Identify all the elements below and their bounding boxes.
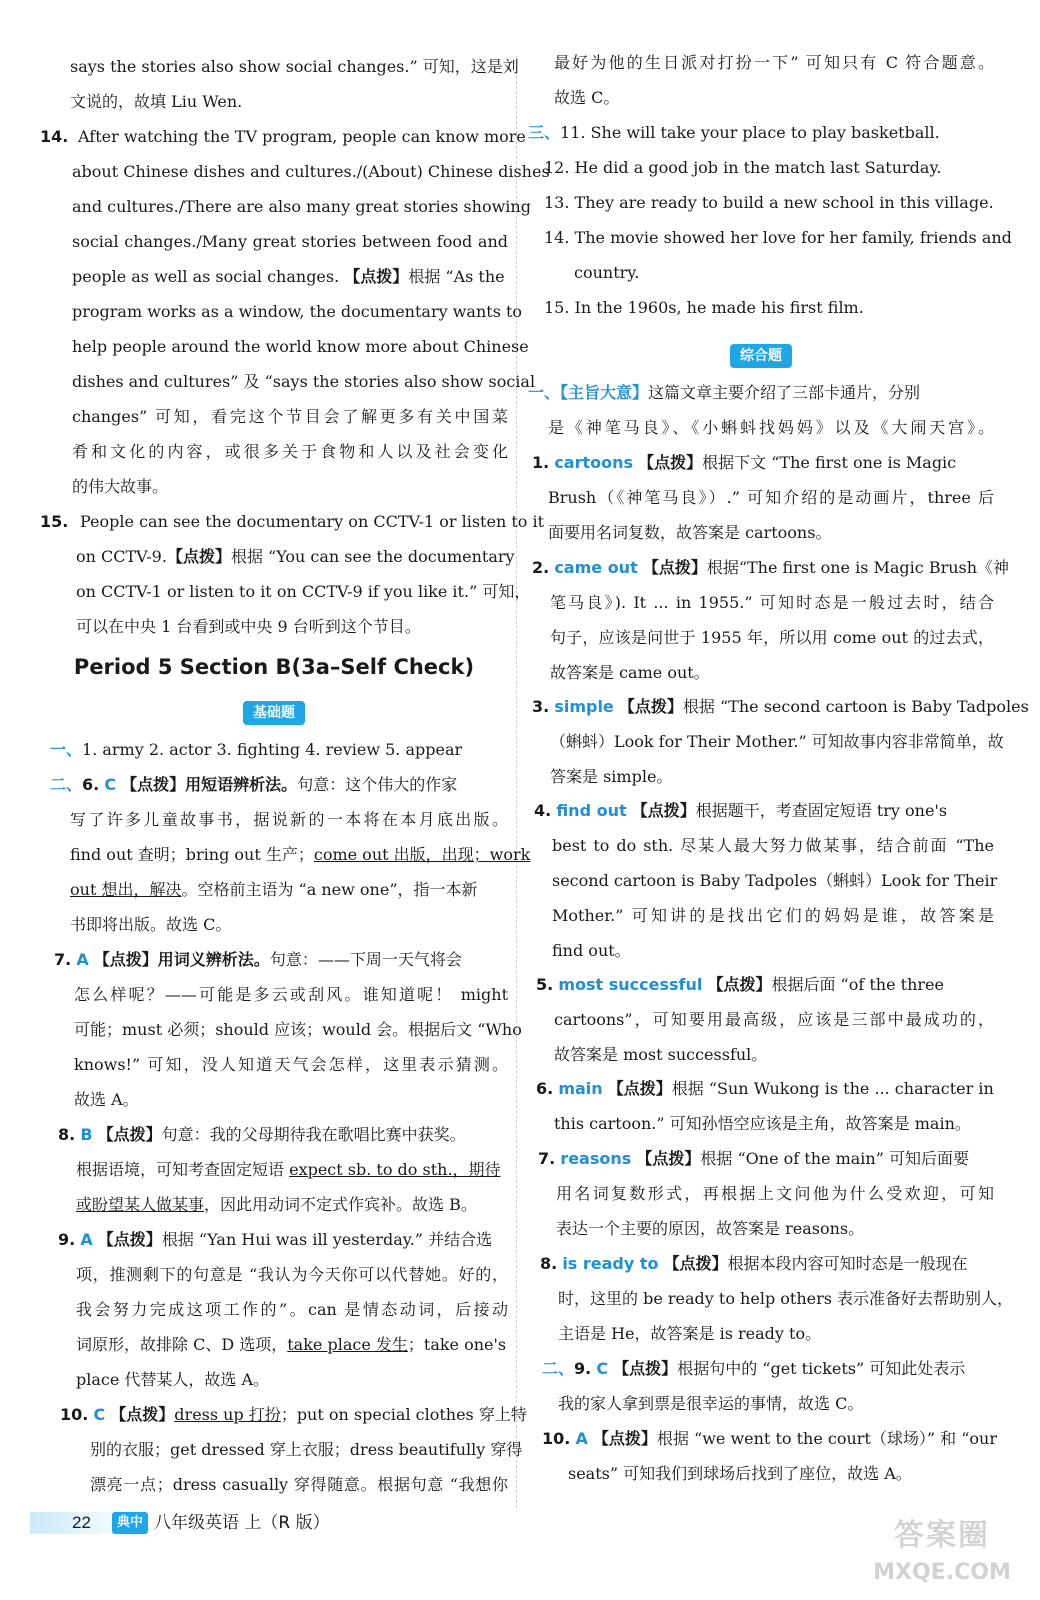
- answer-line: 是《神笔马良》、《小蝌蚪找妈妈》以及《大闹天宫》。: [548, 418, 994, 437]
- answer-line: 13. They are ready to build a new school in this village.: [544, 193, 994, 212]
- tip-label: 【点拨】: [638, 453, 703, 472]
- book-title: 八年级英语 上（R 版）: [154, 1513, 330, 1533]
- tip-label: 【点拨】: [592, 1429, 657, 1448]
- answer-line: knows!” 可知，没人知道天气会怎样，这里表示猜测。: [74, 1055, 508, 1074]
- answer-word: is ready to: [562, 1254, 659, 1273]
- answer-line: 主语是 He，故答案是 is ready to。: [558, 1324, 822, 1343]
- answer-line: 词原形，故排除 C、D 选项，take place 发生；take one's: [76, 1335, 507, 1354]
- answer-line: 一、1. army 2. actor 3. fighting 4. review 5. appear: [50, 740, 463, 759]
- answer-line: find out。: [552, 941, 631, 960]
- tip-label: 【点拨】: [613, 1359, 678, 1378]
- answer-line: 故答案是 most successful。: [554, 1045, 768, 1064]
- answer-line: 二、9. C 【点拨】根据句中的 “get tickets” 可知此处表示: [542, 1359, 966, 1378]
- answer-line: 9. A 【点拨】根据 “Yan Hui was ill yesterday.” 并结合选: [58, 1230, 493, 1249]
- answer-line: cartoons”，可知要用最高级，应该是三部中最成功的，: [554, 1010, 994, 1029]
- tip-label: 【点拨】: [636, 1149, 701, 1168]
- answer-line: 时，这里的 be ready to help others 表示准备好去帮助别人，: [558, 1289, 1014, 1308]
- answer-line: people as well as social changes. 【点拨】根据 “As the: [72, 267, 505, 286]
- answer-line: 句子，应该是问世于 1955 年，所以用 come out 的过去式，: [550, 628, 994, 647]
- text-line: 最好为他的生日派对打扮一下” 可知只有 C 符合题意。: [554, 53, 994, 72]
- answer-line: 3. simple 【点拨】根据 “The second cartoon is Baby Tadpoles: [532, 697, 1029, 716]
- answer-line: country.: [574, 263, 640, 282]
- tip-label: 【点拨】用词义辨析法。: [93, 950, 270, 969]
- tip-label: 【点拨】: [166, 547, 231, 566]
- answer-word: came out: [554, 558, 638, 577]
- text-line: 故选 C。: [554, 88, 620, 107]
- answer-line: 15. In the 1960s, he made his first film.: [544, 298, 864, 317]
- answer-word: most successful: [558, 975, 703, 994]
- answer-line: 我的家人拿到票是很幸运的事情，故选 C。: [558, 1394, 864, 1413]
- answer-line: dishes and cultures” 及 “says the stories also show social: [72, 372, 536, 391]
- answer-line: Mother.” 可知讲的是找出它们的妈妈是谁，故答案是: [552, 906, 994, 925]
- answer-line: changes” 可知，看完这个节目会了解更多有关中国菜: [72, 407, 508, 426]
- answer-line: 笔马良》). It ... in 1955.” 可知时态是一般过去时，结合: [550, 593, 994, 612]
- badge-comprehensive: 综合题: [730, 344, 792, 368]
- tip-label: 【点拨】: [618, 697, 683, 716]
- watermark-url: MXQE.COM: [873, 1560, 1011, 1585]
- page-number: 22: [30, 1512, 140, 1534]
- answer-line: 的伟大故事。: [72, 477, 169, 496]
- answer-line: People can see the documentary on CCTV-1 or listen to it: [80, 512, 545, 531]
- answer-line: seats” 可知我们到球场后找到了座位，故选 A。: [568, 1464, 912, 1483]
- answer-line: 写了许多儿童故事书，据说新的一本将在本月底出版。: [70, 810, 508, 829]
- answer-line: Brush（《神笔马良》）.” 可知介绍的是动画片，three 后: [548, 488, 994, 507]
- answer-line: 7. reasons 【点拨】根据 “One of the main” 可知后面要: [538, 1149, 969, 1168]
- publisher-logo: 典中: [112, 1512, 148, 1534]
- tip-label: 【点拨】: [707, 975, 772, 994]
- answer-choice: C: [104, 775, 117, 794]
- answer-line: 10. C 【点拨】dress up 打扮；put on special clothes 穿上特: [60, 1405, 527, 1424]
- tip-label: 【点拨】用短语辨析法。: [121, 775, 298, 794]
- answer-line: 表达一个主要的原因，故答案是 reasons。: [556, 1219, 865, 1238]
- answer-line: this cartoon.” 可知孙悟空应该是主角，故答案是 main。: [554, 1114, 971, 1133]
- answer-line: about Chinese dishes and cultures./(About) Chinese dishes: [72, 162, 550, 181]
- answer-line: 书即将出版。故选 C。: [70, 915, 232, 934]
- answer-line: After watching the TV program, people can know more: [78, 127, 526, 146]
- answer-choice: B: [80, 1125, 93, 1144]
- answer-word: find out: [556, 801, 627, 820]
- answer-line: on CCTV-1 or listen to it on CCTV-9 if you like it.” 可知，: [76, 582, 531, 601]
- answer-word: simple: [554, 697, 614, 716]
- badge-basic: 基础题: [243, 701, 305, 725]
- answer-line: 我会努力完成这项工作的”。can 是情态动词，后接动: [76, 1300, 508, 1319]
- answer-line: 别的衣服；get dressed 穿上衣服；dress beautifully 穿得: [90, 1440, 523, 1459]
- answer-line: 6. main 【点拨】根据 “Sun Wukong is the ... character in: [536, 1079, 994, 1098]
- answer-word: cartoons: [554, 453, 634, 472]
- tip-label: 【点拨】: [631, 801, 696, 820]
- watermark-logo: 答案圈: [894, 1518, 990, 1553]
- main-idea-tag: 【主旨大意】: [560, 383, 649, 402]
- answer-line: （蝌蚪）Look for Their Mother.” 可知故事内容非常简单，故: [550, 732, 1004, 751]
- answer-line: 面要用名词复数，故答案是 cartoons。: [548, 523, 832, 542]
- tip-label: 【点拨】: [110, 1405, 175, 1424]
- answer-word: reasons: [560, 1149, 632, 1168]
- tip-label: 【点拨】: [97, 1125, 162, 1144]
- answer-line: best to do sth. 尽某人最大努力做某事，结合前面 “The: [552, 836, 994, 855]
- answer-line: 8. B 【点拨】句意：我的父母期待我在歌唱比赛中获奖。: [58, 1125, 466, 1144]
- answer-line: 故答案是 came out。: [550, 663, 710, 682]
- period-heading: Period 5 Section B(3a–Self Check): [73, 655, 475, 679]
- column-divider: [516, 56, 517, 1508]
- answer-word: main: [558, 1079, 603, 1098]
- question-number: 14.: [40, 127, 69, 146]
- answer-choice: C: [93, 1405, 106, 1424]
- tip-label: 【点拨】: [344, 267, 409, 286]
- answer-line: 三、11. She will take your place to play basketball.: [528, 123, 940, 142]
- answer-line: find out 查明；bring out 生产；come out 出版，出现；work: [70, 845, 531, 864]
- answer-line: 漂亮一点；dress casually 穿得随意。根据句意 “我想你: [90, 1475, 508, 1494]
- answer-line: 用名词复数形式，再根据上文问他为什么受欢迎，可知: [556, 1184, 994, 1203]
- answer-line: 项，推测剩下的句意是 “我认为今天你可以代替她。好的，: [76, 1265, 508, 1284]
- answer-line: social changes./Many great stories between food and: [72, 232, 508, 251]
- answer-line: program works as a window, the documentary wants to: [72, 302, 523, 321]
- answer-line: 1. cartoons 【点拨】根据下文 “The first one is Magic: [532, 453, 957, 472]
- answer-line: place 代替某人，故选 A。: [76, 1370, 270, 1389]
- text-line: 文说的，故填 Liu Wen.: [70, 92, 243, 111]
- answer-line: 5. most successful 【点拨】根据后面 “of the three: [536, 975, 944, 994]
- tip-label: 【点拨】: [663, 1254, 728, 1273]
- answer-line: 一、【主旨大意】这篇文章主要介绍了三部卡通片，分别: [528, 383, 921, 402]
- page-footer: [30, 1512, 350, 1536]
- answer-line: 根据语境，可知考查固定短语 expect sb. to do sth.，期待: [76, 1160, 501, 1179]
- answer-line: 答案是 simple。: [550, 767, 673, 786]
- answer-line: 8. is ready to 【点拨】根据本段内容可知时态是一般现在: [540, 1254, 968, 1273]
- answer-choice: A: [80, 1230, 93, 1249]
- answer-line: 二、6. C 【点拨】用短语辨析法。句意：这个伟大的作家: [50, 775, 458, 794]
- answer-line: 7. A 【点拨】用词义辨析法。句意：——下周一天气将会: [54, 950, 462, 969]
- watermark: [862, 1514, 1022, 1594]
- answer-line: help people around the world know more about Chinese: [72, 337, 529, 356]
- answer-line: 肴和文化的内容，或很多关于食物和人以及社会变化: [72, 442, 508, 461]
- question-number: 15.: [40, 512, 69, 531]
- answer-line: 4. find out 【点拨】根据题干，考查固定短语 try one's: [534, 801, 948, 820]
- answer-choice: A: [76, 950, 89, 969]
- tip-label: 【点拨】: [97, 1230, 162, 1249]
- answer-line: 或盼望某人做某事，因此用动词不定式作宾补。故选 B。: [76, 1195, 477, 1214]
- answer-line: 可能；must 必须；should 应该；would 会。根据后文 “Who: [74, 1020, 522, 1039]
- answer-line: second cartoon is Baby Tadpoles（蝌蚪）Look for Their: [552, 871, 998, 890]
- answer-choice: C: [596, 1359, 609, 1378]
- answer-line: 2. came out 【点拨】根据“The first one is Magic Brush《神: [532, 558, 1010, 577]
- answer-line: 12. He did a good job in the match last Saturday.: [544, 158, 942, 177]
- answer-line: 10. A 【点拨】根据 “we went to the court（球场）” 和 “our: [542, 1429, 997, 1448]
- answer-line: and cultures./There are also many great stories showing: [72, 197, 531, 216]
- answer-line: on CCTV-9.【点拨】根据 “You can see the documentary: [76, 547, 515, 566]
- answer-line: 14. The movie showed her love for her family, friends and: [544, 228, 1012, 247]
- tip-label: 【点拨】: [642, 558, 707, 577]
- answer-line: out 想出，解决。空格前主语为 “a new one”，指一本新: [70, 880, 478, 899]
- answer-line: 可以在中央 1 台看到或中央 9 台听到这个节目。: [76, 617, 421, 636]
- text-line: says the stories also show social changes.” 可知，这是刘: [70, 57, 519, 76]
- answer-line: 故选 A。: [74, 1090, 139, 1109]
- answer-line: 怎么样呢？——可能是多云或刮风。谁知道呢！ might: [74, 985, 508, 1004]
- answer-choice: A: [575, 1429, 588, 1448]
- tip-label: 【点拨】: [607, 1079, 672, 1098]
